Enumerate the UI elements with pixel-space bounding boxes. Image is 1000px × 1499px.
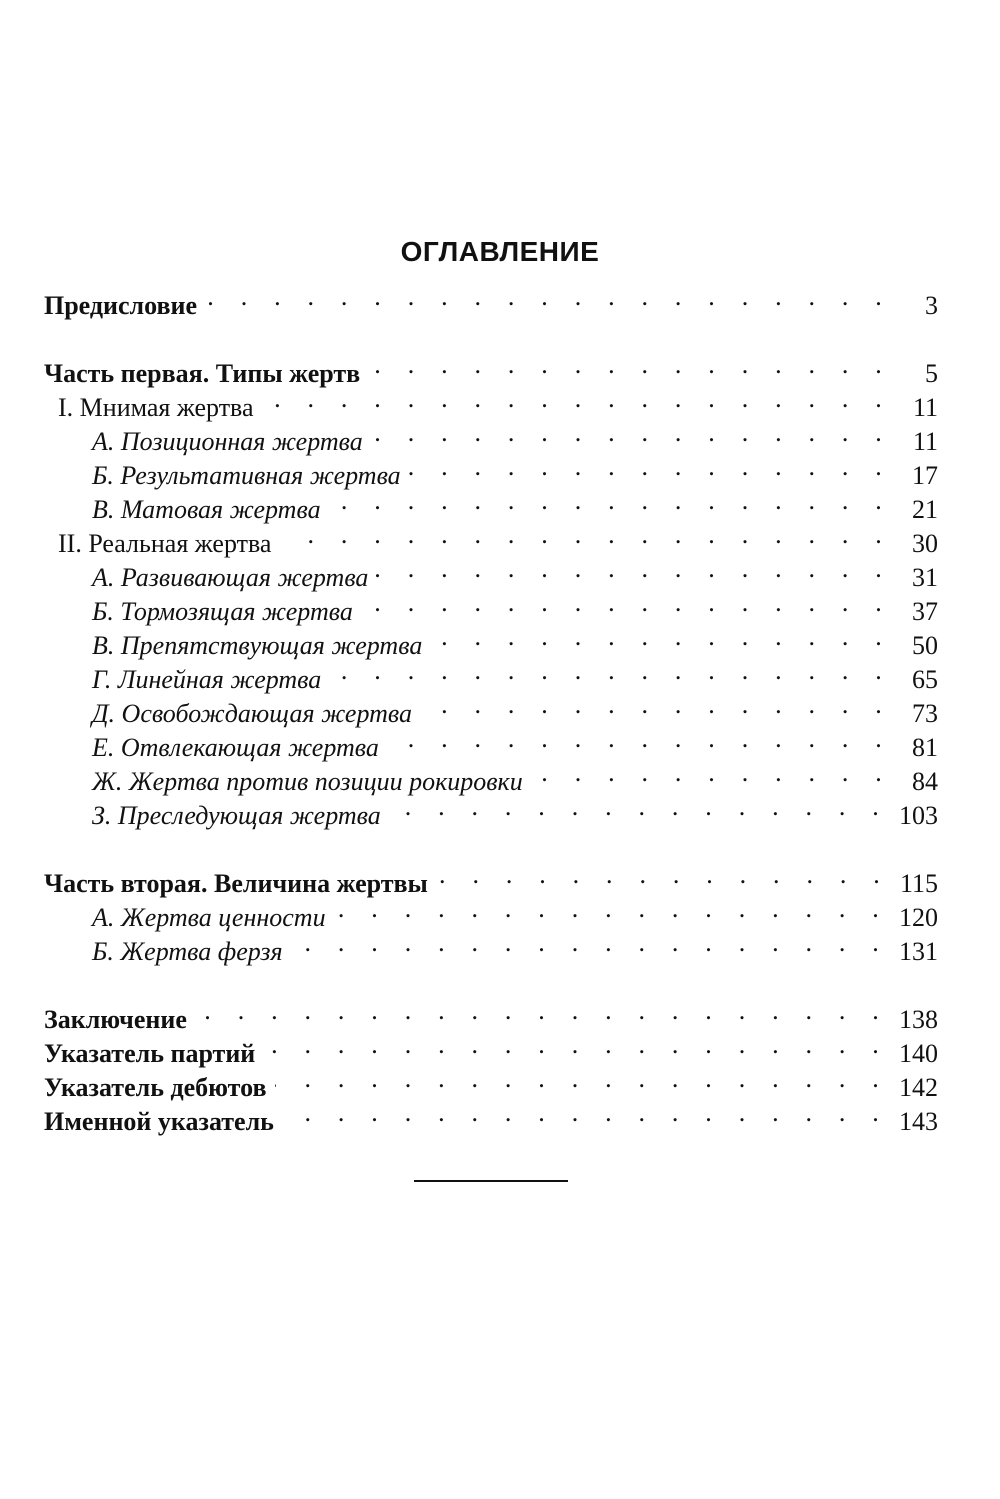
- toc-entry: [44, 688, 938, 728]
- toc-entry: [44, 552, 938, 592]
- dot-leader: [329, 654, 892, 688]
- toc-entry: [44, 416, 938, 456]
- toc-entry-label: Б. Тормозящая жертва: [44, 595, 361, 629]
- dot-leader: [263, 1028, 889, 1062]
- dot-leader: [531, 756, 892, 790]
- toc-entry-label: Именной указатель: [44, 1105, 282, 1139]
- dot-leader: [387, 722, 892, 756]
- toc-entry-page-number: 21: [912, 495, 938, 524]
- table-of-contents: [44, 280, 938, 1136]
- toc-entry-label: Часть вторая. Величина жертвы: [44, 867, 436, 901]
- toc-entry-label: Заключение: [44, 1003, 195, 1037]
- toc-entry-page-number: 17: [912, 461, 938, 490]
- toc-entry-label: А. Позиционная жертва: [44, 425, 371, 459]
- toc-entry: [44, 926, 938, 966]
- dot-leader: [371, 416, 892, 450]
- toc-entry-label: А. Развивающая жертва: [44, 561, 376, 595]
- toc-entry-page-number: 50: [912, 631, 938, 660]
- toc-entry-label: Ж. Жертва против позиции рокировки: [44, 765, 531, 799]
- toc-entry-page-number: 120: [899, 903, 938, 932]
- dot-leader: [420, 688, 892, 722]
- toc-entry-page-number: 84: [912, 767, 938, 796]
- toc-entry: [44, 722, 938, 762]
- toc-entry-label: Указатель дебютов: [44, 1071, 275, 1105]
- toc-entry: [44, 994, 938, 1034]
- dot-leader: [376, 552, 892, 586]
- toc-entry: [44, 382, 938, 422]
- toc-entry: [44, 892, 938, 932]
- toc-entry-page-number: 103: [899, 801, 938, 830]
- toc-entry: [44, 620, 938, 660]
- toc-entry-page-number: 5: [925, 359, 938, 388]
- toc-entry-label: Б. Жертва ферзя: [44, 935, 291, 969]
- dot-leader: [334, 892, 889, 926]
- toc-entry: [44, 518, 938, 558]
- dot-leader: [430, 620, 892, 654]
- toc-entry: [44, 654, 938, 694]
- toc-entry-page-number: 81: [912, 733, 938, 762]
- toc-entry-page-number: 143: [899, 1107, 938, 1136]
- toc-entry-page-number: 11: [912, 393, 938, 422]
- toc-entry-page-number: 131: [899, 937, 938, 966]
- toc-entry-page-number: 30: [912, 529, 938, 558]
- toc-entry-label: З. Преследующая жертва: [44, 799, 389, 833]
- toc-entry: [44, 1096, 938, 1136]
- dot-leader: [368, 348, 892, 382]
- dot-leader: [329, 484, 892, 518]
- toc-entry-label: Г. Линейная жертва: [44, 663, 329, 697]
- dot-leader: [279, 518, 892, 552]
- dot-leader: [291, 926, 889, 960]
- toc-entry: [44, 1062, 938, 1102]
- toc-entry-label: II. Реальная жертва: [44, 527, 279, 561]
- closing-divider: [414, 1180, 568, 1182]
- dot-leader: [389, 790, 889, 824]
- dot-leader: [361, 586, 892, 620]
- toc-entry: [44, 1028, 938, 1068]
- dot-leader: [262, 382, 892, 416]
- toc-entry-label: В. Препятствующая жертва: [44, 629, 430, 663]
- toc-entry-label: Б. Результативная жертва: [44, 459, 409, 493]
- toc-entry: [44, 756, 938, 796]
- toc-entry: [44, 484, 938, 524]
- toc-entry-page-number: 31: [912, 563, 938, 592]
- toc-entry-label: I. Мнимая жертва: [44, 391, 262, 425]
- toc-entry: [44, 790, 938, 830]
- dot-leader: [275, 1062, 890, 1096]
- dot-leader: [205, 280, 892, 314]
- toc-entry-page-number: 11: [912, 427, 938, 456]
- dot-leader: [409, 450, 892, 484]
- toc-entry-page-number: 142: [899, 1073, 938, 1102]
- toc-entry: [44, 348, 938, 388]
- toc-entry-page-number: 140: [899, 1039, 938, 1068]
- toc-entry-label: А. Жертва ценности: [44, 901, 334, 935]
- toc-entry-label: Е. Отвлекающая жертва: [44, 731, 387, 765]
- toc-entry-label: Указатель партий: [44, 1037, 263, 1071]
- toc-entry-label: В. Матовая жертва: [44, 493, 329, 527]
- toc-entry-page-number: 37: [912, 597, 938, 626]
- toc-entry: [44, 858, 938, 898]
- toc-entry-page-number: 73: [912, 699, 938, 728]
- toc-entry-page-number: 3: [925, 291, 938, 320]
- toc-entry: [44, 280, 938, 320]
- toc-entry-label: Часть первая. Типы жертв: [44, 357, 368, 391]
- toc-entry-page-number: 138: [899, 1005, 938, 1034]
- dot-leader: [195, 994, 889, 1028]
- toc-entry-label: Предисловие: [44, 289, 205, 323]
- dot-leader: [282, 1096, 889, 1130]
- toc-entry-page-number: 65: [912, 665, 938, 694]
- toc-entry: [44, 586, 938, 626]
- toc-entry-page-number: 115: [899, 869, 938, 898]
- dot-leader: [436, 858, 890, 892]
- toc-entry: [44, 450, 938, 490]
- toc-entry-label: Д. Освобождающая жертва: [44, 697, 420, 731]
- page-title: ОГЛАВЛЕНИЕ: [400, 236, 600, 267]
